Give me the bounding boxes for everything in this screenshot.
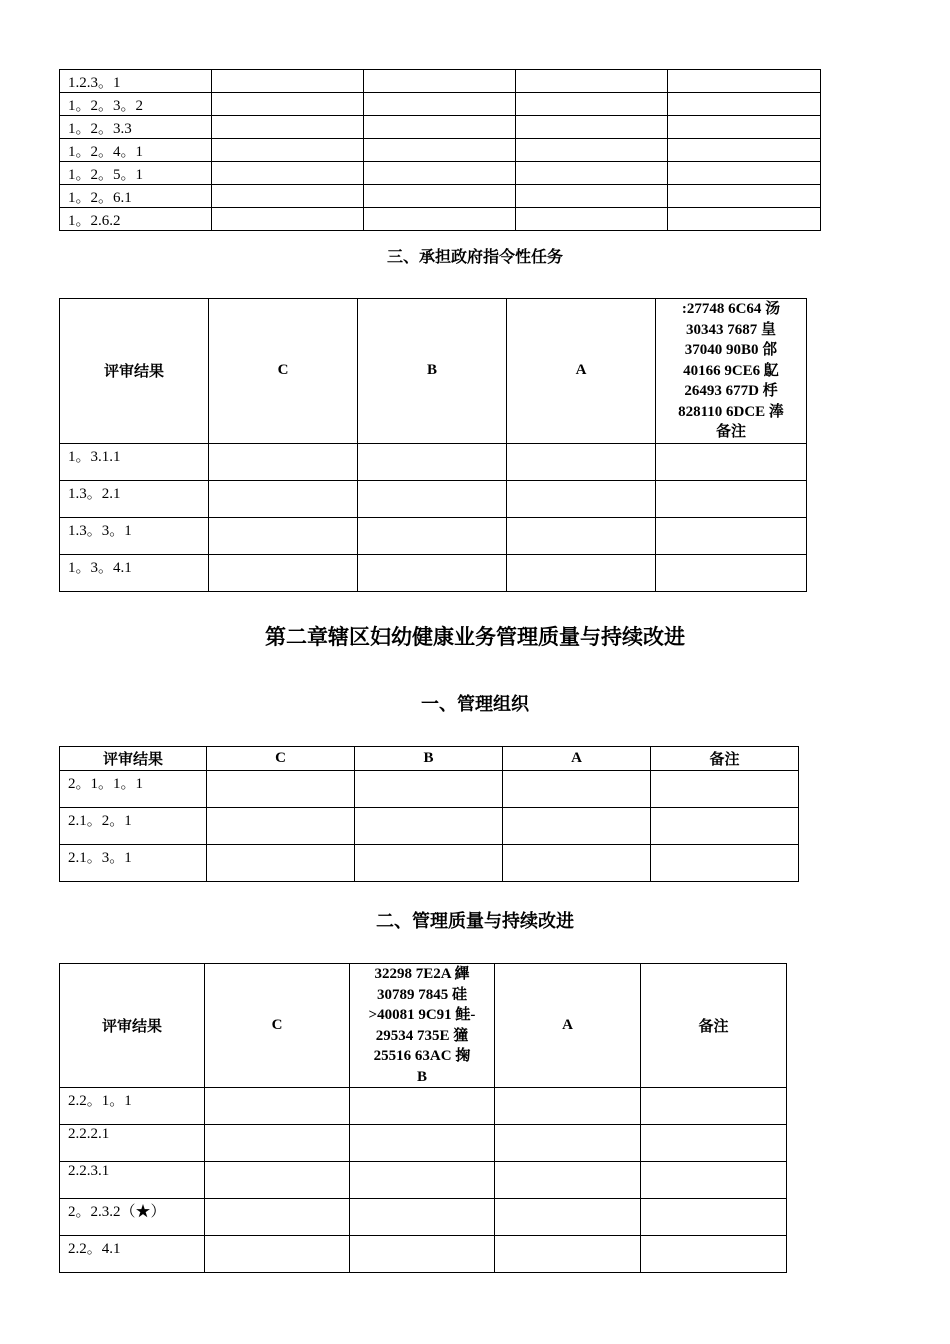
section-heading: 二、管理质量与持续改进 bbox=[376, 911, 574, 931]
header-grade-a: A bbox=[495, 964, 641, 1088]
table-row bbox=[60, 771, 799, 808]
grade-b-cell bbox=[364, 139, 516, 162]
header-notes-line: 备注 bbox=[715, 424, 746, 440]
grade-a-cell bbox=[495, 1125, 641, 1162]
item-code: 1。3。4.1 bbox=[60, 554, 209, 591]
table-row bbox=[60, 808, 799, 845]
evaluation-table-2-2 bbox=[59, 963, 787, 1273]
table-row bbox=[60, 70, 821, 93]
item-code: 1。2。5。1 bbox=[60, 162, 212, 185]
item-code: 2.1。2。1 bbox=[60, 808, 207, 845]
grade-b-cell bbox=[364, 116, 516, 139]
notes-cell bbox=[651, 771, 799, 808]
item-code: 1。2。6.1 bbox=[60, 185, 212, 208]
item-code: 1.3。2.1 bbox=[60, 480, 209, 517]
grade-a-cell bbox=[516, 93, 668, 116]
grade-c-cell bbox=[207, 771, 355, 808]
table-header-row bbox=[60, 964, 787, 1088]
grade-b-cell bbox=[355, 845, 503, 882]
header-grade-b-line: 29534 735E 獞 bbox=[375, 1027, 469, 1044]
table-row bbox=[60, 1199, 787, 1236]
header-grade-c: C bbox=[207, 747, 355, 771]
notes-cell bbox=[641, 1199, 787, 1236]
header-grade-b-line: 32298 7E2A 縪 bbox=[374, 966, 470, 982]
grade-b-cell bbox=[358, 480, 507, 517]
header-grade-b: B bbox=[355, 747, 503, 771]
grade-b-cell bbox=[364, 185, 516, 208]
header-grade-b-line: >40081 9C91 鲑- bbox=[368, 1007, 476, 1023]
section-heading: 三、承担政府指令性任务 bbox=[386, 249, 563, 266]
grade-b-cell bbox=[364, 70, 516, 93]
grade-b-cell bbox=[364, 162, 516, 185]
grade-a-cell bbox=[516, 70, 668, 93]
table-row bbox=[60, 139, 821, 162]
grade-c-cell bbox=[205, 1088, 350, 1125]
table-row bbox=[60, 1088, 787, 1125]
item-code: 2.2。1。1 bbox=[60, 1088, 205, 1125]
item-code: 1。2.6.2 bbox=[60, 208, 212, 231]
grade-a-cell bbox=[516, 162, 668, 185]
table-row bbox=[60, 480, 807, 517]
table-row bbox=[60, 443, 807, 480]
header-notes-line: 30343 7687 皇 bbox=[685, 321, 776, 338]
notes-cell bbox=[641, 1088, 787, 1125]
grade-c-cell bbox=[205, 1162, 350, 1199]
item-code: 2.2.3.1 bbox=[60, 1162, 205, 1199]
notes-cell bbox=[656, 443, 807, 480]
grade-a-cell bbox=[503, 808, 651, 845]
grade-c-cell bbox=[212, 93, 364, 116]
grade-c-cell bbox=[209, 517, 358, 554]
chapter-title: 第二章辖区妇幼健康业务管理质量与持续改进 bbox=[265, 625, 685, 649]
item-code: 1.2.3。1 bbox=[60, 70, 212, 93]
notes-cell bbox=[651, 808, 799, 845]
item-code: 1。3.1.1 bbox=[60, 443, 209, 480]
header-notes: 备注 bbox=[641, 964, 787, 1088]
grade-b-cell bbox=[350, 1236, 495, 1273]
grade-c-cell bbox=[209, 443, 358, 480]
notes-cell bbox=[668, 185, 821, 208]
grade-b-cell bbox=[358, 554, 507, 591]
header-notes-line: 26493 677D 杽 bbox=[684, 383, 778, 399]
grade-b-cell bbox=[350, 1125, 495, 1162]
grade-c-cell bbox=[207, 808, 355, 845]
notes-cell bbox=[668, 116, 821, 139]
header-grade-a: A bbox=[507, 299, 656, 444]
grade-c-cell bbox=[212, 139, 364, 162]
grade-a-cell bbox=[507, 443, 656, 480]
header-notes: 备注 bbox=[651, 747, 799, 771]
grade-a-cell bbox=[495, 1199, 641, 1236]
grade-b-cell bbox=[350, 1199, 495, 1236]
header-result: 评审结果 bbox=[60, 299, 209, 444]
grade-c-cell bbox=[205, 1199, 350, 1236]
header-grade-b: B bbox=[358, 299, 507, 444]
notes-cell bbox=[668, 208, 821, 231]
grade-b-cell bbox=[350, 1162, 495, 1199]
grade-b-cell bbox=[358, 443, 507, 480]
item-code: 1。2。4。1 bbox=[60, 139, 212, 162]
header-result: 评审结果 bbox=[60, 747, 207, 771]
grade-c-cell bbox=[212, 70, 364, 93]
header-grade-c: C bbox=[209, 299, 358, 444]
item-code: 2.2。4.1 bbox=[60, 1236, 205, 1273]
table-row bbox=[60, 1162, 787, 1199]
grade-c-cell bbox=[205, 1236, 350, 1273]
notes-cell bbox=[668, 70, 821, 93]
grade-a-cell bbox=[495, 1236, 641, 1273]
item-code: 1。2。3。2 bbox=[60, 93, 212, 116]
grade-b-cell bbox=[350, 1088, 495, 1125]
grade-a-cell bbox=[516, 116, 668, 139]
table-header-row bbox=[60, 299, 807, 444]
grade-b-cell bbox=[364, 208, 516, 231]
notes-cell bbox=[641, 1162, 787, 1199]
header-grade-b-line: 25516 63AC 掬 bbox=[373, 1048, 471, 1064]
header-grade-b bbox=[350, 964, 495, 1088]
grade-a-cell bbox=[516, 139, 668, 162]
evaluation-table-2-1 bbox=[59, 746, 799, 882]
notes-cell bbox=[668, 162, 821, 185]
table-row bbox=[60, 845, 799, 882]
grade-c-cell bbox=[207, 845, 355, 882]
grade-a-cell bbox=[516, 208, 668, 231]
grade-c-cell bbox=[212, 185, 364, 208]
table-row bbox=[60, 208, 821, 231]
grade-a-cell bbox=[495, 1088, 641, 1125]
notes-cell bbox=[641, 1236, 787, 1273]
header-grade-a: A bbox=[503, 747, 651, 771]
notes-cell bbox=[668, 139, 821, 162]
grade-b-cell bbox=[355, 771, 503, 808]
evaluation-table-1-2 bbox=[59, 69, 821, 231]
grade-b-cell bbox=[364, 93, 516, 116]
header-notes-line: 828110 6DCE 淎 bbox=[678, 403, 784, 420]
header-result: 评审结果 bbox=[60, 964, 205, 1088]
grade-c-cell bbox=[209, 480, 358, 517]
grade-c-cell bbox=[205, 1125, 350, 1162]
table-row bbox=[60, 162, 821, 185]
grade-b-cell bbox=[358, 517, 507, 554]
evaluation-table-1-3 bbox=[59, 298, 807, 592]
section-heading: 一、管理组织 bbox=[421, 694, 529, 714]
table-row bbox=[60, 185, 821, 208]
notes-cell bbox=[651, 845, 799, 882]
notes-cell bbox=[656, 554, 807, 591]
notes-cell bbox=[656, 480, 807, 517]
item-code: 2.2.2.1 bbox=[60, 1125, 205, 1162]
header-notes-line: 40166 9CE6 鳦 bbox=[683, 362, 779, 379]
grade-b-cell bbox=[355, 808, 503, 845]
table-header-row bbox=[60, 747, 799, 771]
grade-a-cell bbox=[507, 554, 656, 591]
grade-a-cell bbox=[516, 185, 668, 208]
item-code: 2。1。1。1 bbox=[60, 771, 207, 808]
item-code: 2。2.3.2（★） bbox=[60, 1199, 205, 1236]
header-notes-line: :27748 6C64 汤 bbox=[681, 301, 781, 317]
header-notes bbox=[656, 299, 807, 444]
table-row bbox=[60, 554, 807, 591]
header-notes-line: 37040 90B0 郃 bbox=[684, 342, 778, 358]
table-row bbox=[60, 1125, 787, 1162]
grade-c-cell bbox=[209, 554, 358, 591]
grade-c-cell bbox=[212, 208, 364, 231]
header-grade-b-line: B bbox=[416, 1068, 427, 1085]
notes-cell bbox=[641, 1125, 787, 1162]
table-row bbox=[60, 1236, 787, 1273]
item-code: 1。2。3.3 bbox=[60, 116, 212, 139]
header-grade-b-line: 30789 7845 硅 bbox=[376, 986, 467, 1003]
grade-a-cell bbox=[507, 517, 656, 554]
grade-a-cell bbox=[507, 480, 656, 517]
grade-a-cell bbox=[495, 1162, 641, 1199]
item-code: 2.1。3。1 bbox=[60, 845, 207, 882]
table-row bbox=[60, 116, 821, 139]
notes-cell bbox=[668, 93, 821, 116]
table-row bbox=[60, 93, 821, 116]
grade-a-cell bbox=[503, 845, 651, 882]
item-code: 1.3。3。1 bbox=[60, 517, 209, 554]
grade-a-cell bbox=[503, 771, 651, 808]
header-grade-c: C bbox=[205, 964, 350, 1088]
grade-c-cell bbox=[212, 162, 364, 185]
table-row bbox=[60, 517, 807, 554]
grade-c-cell bbox=[212, 116, 364, 139]
notes-cell bbox=[656, 517, 807, 554]
